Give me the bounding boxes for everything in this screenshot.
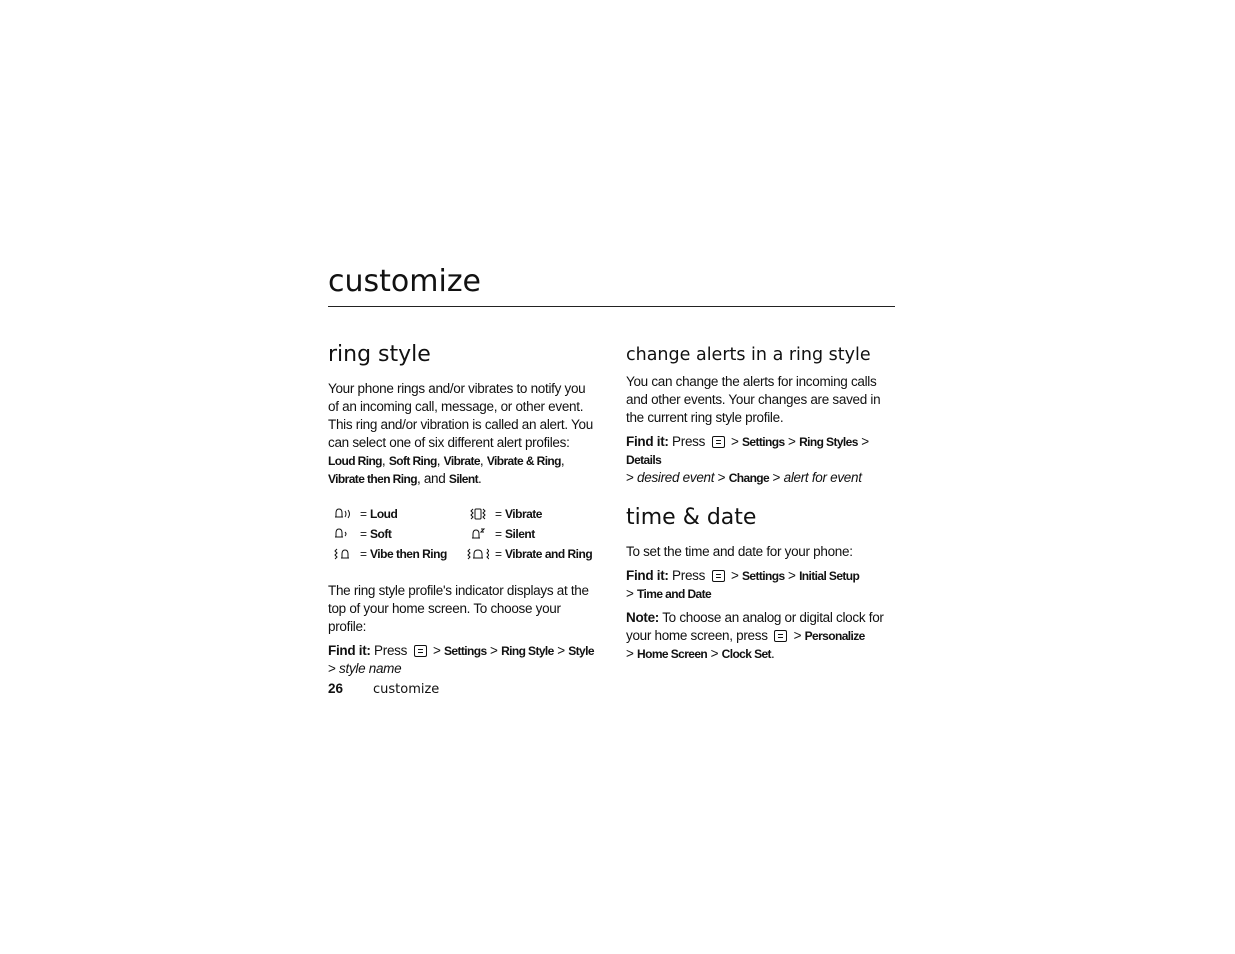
ring-style-heading: ring style: [328, 342, 431, 367]
menu-key-icon: [774, 630, 787, 642]
vibrate-and-ring-icon: [467, 547, 489, 561]
time-date-heading: time & date: [626, 505, 757, 530]
right-column: [626, 340, 896, 669]
indicator-text: The ring style profile's indicator displays at the top of your home screen. To choose your profile:: [328, 583, 589, 634]
change-alerts-heading: change alerts in a ring style: [626, 345, 871, 365]
ring-style-intro: Your phone rings and/or vibrates to notify you of an incoming call, message, or other event. This ring and/or vibration is called an alert. You can select one of six different alert profiles: Loud Ring, Soft Ring, Vibrate, Vibrate & Ring, Vibrate then Ring, and Silent.: [328, 381, 593, 486]
loud-ring-icon: [332, 507, 354, 521]
legend-loud: = Loud: [332, 506, 467, 522]
vibrate-icon: [467, 507, 489, 521]
menu-key-icon: [414, 645, 427, 657]
page-number: 26: [328, 681, 344, 696]
menu-key-icon: [712, 436, 725, 448]
legend-vibrate: = Vibrate: [467, 506, 602, 522]
page-footer: [328, 680, 439, 699]
ring-style-find-it: Find it: Press > Settings > Ring Style > Style > style name: [328, 643, 594, 676]
legend-vibrate-and-ring: = Vibrate and Ring: [467, 546, 602, 562]
legend-vibe-then-ring: = Vibe then Ring: [332, 546, 467, 562]
time-date-text: To set the time and date for your phone:: [626, 544, 853, 559]
title-divider: [328, 306, 895, 307]
left-column: [328, 340, 598, 684]
change-alerts-find-it: Find it: Press > Settings > Ring Styles > Details > desired event > Change > alert for event: [626, 434, 869, 485]
alert-profile-legend: [332, 506, 598, 562]
soft-ring-icon: [332, 527, 354, 541]
legend-soft: = Soft: [332, 526, 467, 542]
silent-icon: [467, 527, 489, 541]
time-date-find-it: Find it: Press > Settings > Initial Setup > Time and Date: [626, 568, 860, 601]
change-alerts-text: You can change the alerts for incoming calls and other events. Your changes are saved in the current ring style profile.: [626, 374, 881, 425]
vibe-then-ring-icon: [332, 547, 354, 561]
menu-key-icon: [712, 570, 725, 582]
footer-section-name: customize: [373, 682, 440, 697]
page-title: customize: [328, 264, 482, 299]
legend-silent: = Silent: [467, 526, 602, 542]
clock-note: Note: To choose an analog or digital clock for your home screen, press > Personalize > Home Screen > Clock Set.: [626, 610, 884, 661]
